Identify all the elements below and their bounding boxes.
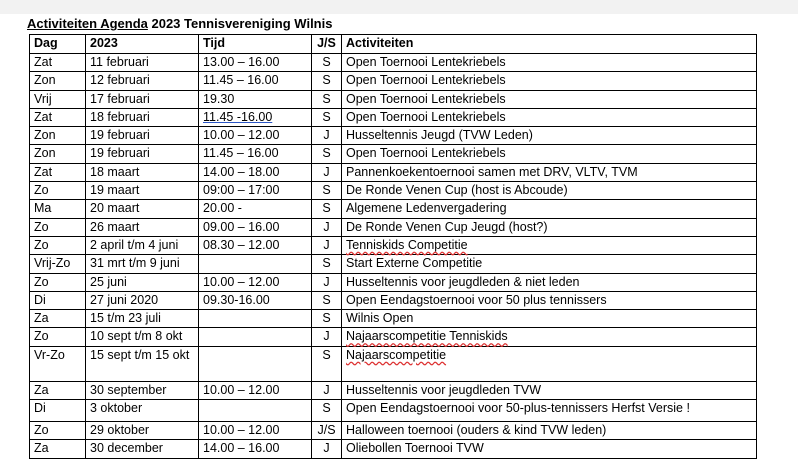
title-underlined-part: Activiteiten Agenda	[27, 16, 148, 31]
cell-dag: Zon	[30, 127, 86, 145]
cell-js: S	[312, 108, 342, 126]
col-header-dag: Dag	[30, 35, 86, 54]
page-title	[27, 16, 332, 31]
cell-dag: Zo	[30, 236, 86, 254]
cell-datum: 19 februari	[86, 145, 199, 163]
cell-js: J	[312, 127, 342, 145]
cell-dag: Zat	[30, 108, 86, 126]
cell-datum: 30 september	[86, 381, 199, 399]
cell-tijd: 08.30 – 12.00	[199, 236, 312, 254]
table-row	[30, 236, 757, 254]
cell-activiteit: Open Toernooi Lentekriebels	[342, 108, 757, 126]
table-row	[30, 273, 757, 291]
cell-dag: Vrij	[30, 90, 86, 108]
table-row	[30, 200, 757, 218]
cell-datum: 15 t/m 23 juli	[86, 310, 199, 328]
cell-activiteit	[342, 236, 757, 254]
cell-activiteit: Pannenkoekentoernooi samen met DRV, VLTV, TVM	[342, 163, 757, 181]
table-row	[30, 218, 757, 236]
cell-tijd: 14.00 – 18.00	[199, 163, 312, 181]
cell-datum: 10 sept t/m 8 okt	[86, 328, 199, 346]
cell-js: J	[312, 328, 342, 346]
cell-activiteit: Open Toernooi Lentekriebels	[342, 54, 757, 72]
cell-dag: Ma	[30, 200, 86, 218]
cell-js: J	[312, 236, 342, 254]
cell-dag: Di	[30, 400, 86, 422]
col-header-2023: 2023	[86, 35, 199, 54]
cell-activiteit: Open Toernooi Lentekriebels	[342, 90, 757, 108]
cell-tijd: 10.00 – 12.00	[199, 127, 312, 145]
cell-dag: Zat	[30, 163, 86, 181]
cell-js: S	[312, 310, 342, 328]
cell-datum: 26 maart	[86, 218, 199, 236]
cell-datum: 12 februari	[86, 72, 199, 90]
cell-datum: 20 maart	[86, 200, 199, 218]
table-row	[30, 400, 757, 422]
cell-tijd: 09:00 – 17:00	[199, 182, 312, 200]
cell-tijd: 09.30-16.00	[199, 291, 312, 309]
cell-tijd	[199, 255, 312, 273]
cell-datum: 2 april t/m 4 juni	[86, 236, 199, 254]
cell-js: J	[312, 163, 342, 181]
tijd-underlined: 11.45 -16.00	[203, 109, 273, 124]
spellcheck-text: Najaarscompetitie	[346, 347, 447, 362]
cell-tijd: 10.00 – 12.00	[199, 273, 312, 291]
cell-datum: 18 februari	[86, 108, 199, 126]
cell-activiteit: Open Eendagstoernooi voor 50 plus tennissers	[342, 291, 757, 309]
table-row	[30, 440, 757, 458]
cell-dag: Zat	[30, 54, 86, 72]
cell-dag: Za	[30, 381, 86, 399]
cell-js: S	[312, 145, 342, 163]
cell-js: S	[312, 90, 342, 108]
cell-activiteit: Wilnis Open	[342, 310, 757, 328]
cell-activiteit: Husseltennis voor jeugdleden TVW	[342, 381, 757, 399]
cell-tijd: 14.00 – 16.00	[199, 440, 312, 458]
table-row	[30, 145, 757, 163]
cell-dag: Zo	[30, 182, 86, 200]
table-row	[30, 346, 757, 381]
table-header-row	[30, 35, 757, 54]
cell-js: J	[312, 273, 342, 291]
cell-datum: 29 oktober	[86, 422, 199, 440]
cell-activiteit: Oliebollen Toernooi TVW	[342, 440, 757, 458]
col-header-js: J/S	[312, 35, 342, 54]
cell-datum: 30 december	[86, 440, 199, 458]
cell-js: S	[312, 400, 342, 422]
cell-tijd: 20.00 -	[199, 200, 312, 218]
cell-dag: Di	[30, 291, 86, 309]
cell-datum: 31 mrt t/m 9 juni	[86, 255, 199, 273]
table-row	[30, 422, 757, 440]
cell-dag: Zo	[30, 218, 86, 236]
cell-activiteit: Open Toernooi Lentekriebels	[342, 72, 757, 90]
cell-tijd: 11.45 – 16.00	[199, 72, 312, 90]
cell-tijd: 19.30	[199, 90, 312, 108]
table-row	[30, 72, 757, 90]
cell-tijd	[199, 328, 312, 346]
cell-dag: Zo	[30, 422, 86, 440]
table-row	[30, 127, 757, 145]
cell-activiteit: De Ronde Venen Cup (host is Abcoude)	[342, 182, 757, 200]
table-row	[30, 182, 757, 200]
table-row	[30, 54, 757, 72]
cell-datum: 11 februari	[86, 54, 199, 72]
col-header-tijd: Tijd	[199, 35, 312, 54]
cell-activiteit: Algemene Ledenvergadering	[342, 200, 757, 218]
cell-dag: Za	[30, 310, 86, 328]
cell-tijd: 13.00 – 16.00	[199, 54, 312, 72]
col-header-activiteiten: Activiteiten	[342, 35, 757, 54]
cell-datum: 19 maart	[86, 182, 199, 200]
cell-datum: 3 oktober	[86, 400, 199, 422]
cell-dag: Zon	[30, 72, 86, 90]
cell-dag: Zo	[30, 328, 86, 346]
cell-activiteit	[342, 346, 757, 381]
cell-tijd	[199, 310, 312, 328]
cell-activiteit: Open Eendagstoernooi voor 50-plus-tennissers Herfst Versie !	[342, 400, 757, 422]
cell-js: S	[312, 346, 342, 381]
cell-datum: 18 maart	[86, 163, 199, 181]
table-row	[30, 310, 757, 328]
table-row	[30, 90, 757, 108]
cell-datum: 17 februari	[86, 90, 199, 108]
cell-datum: 19 februari	[86, 127, 199, 145]
cell-js: J	[312, 218, 342, 236]
table-row	[30, 255, 757, 273]
cell-tijd: 10.00 – 12.00	[199, 422, 312, 440]
cell-js: S	[312, 182, 342, 200]
cell-activiteit: Start Externe Competitie	[342, 255, 757, 273]
cell-activiteit: Halloween toernooi (ouders & kind TVW leden)	[342, 422, 757, 440]
cell-tijd	[199, 400, 312, 422]
cell-tijd: 09.00 – 16.00	[199, 218, 312, 236]
cell-activiteit	[342, 328, 757, 346]
cell-datum: 25 juni	[86, 273, 199, 291]
cell-datum: 15 sept t/m 15 okt	[86, 346, 199, 381]
title-rest: 2023 Tennisvereniging Wilnis	[147, 16, 333, 31]
cell-datum: 27 juni 2020	[86, 291, 199, 309]
cell-activiteit: De Ronde Venen Cup Jeugd (host?)	[342, 218, 757, 236]
table-row	[30, 381, 757, 399]
cell-js: J	[312, 381, 342, 399]
cell-tijd: 10.00 – 12.00	[199, 381, 312, 399]
cell-js: J/S	[312, 422, 342, 440]
cell-activiteit: Husseltennis voor jeugdleden & niet leden	[342, 273, 757, 291]
cell-activiteit: Husseltennis Jeugd (TVW Leden)	[342, 127, 757, 145]
cell-js: S	[312, 72, 342, 90]
spellcheck-text: Tenniskids Competitie	[346, 237, 468, 252]
table-row	[30, 108, 757, 126]
cell-dag: Vr-Zo	[30, 346, 86, 381]
cell-dag: Vrij-Zo	[30, 255, 86, 273]
cell-tijd	[199, 346, 312, 381]
cell-js: S	[312, 291, 342, 309]
cell-activiteit: Open Toernooi Lentekriebels	[342, 145, 757, 163]
activities-table	[29, 34, 757, 459]
cell-js: J	[312, 440, 342, 458]
cell-dag: Zo	[30, 273, 86, 291]
cell-dag: Za	[30, 440, 86, 458]
cell-tijd	[199, 108, 312, 126]
cell-js: S	[312, 255, 342, 273]
spellcheck-text: Najaarscompetitie Tenniskids	[346, 329, 508, 344]
top-margin	[0, 0, 798, 14]
table-row	[30, 328, 757, 346]
cell-tijd: 11.45 – 16.00	[199, 145, 312, 163]
table-row	[30, 163, 757, 181]
cell-js: S	[312, 200, 342, 218]
cell-dag: Zon	[30, 145, 86, 163]
cell-js: S	[312, 54, 342, 72]
table-row	[30, 291, 757, 309]
